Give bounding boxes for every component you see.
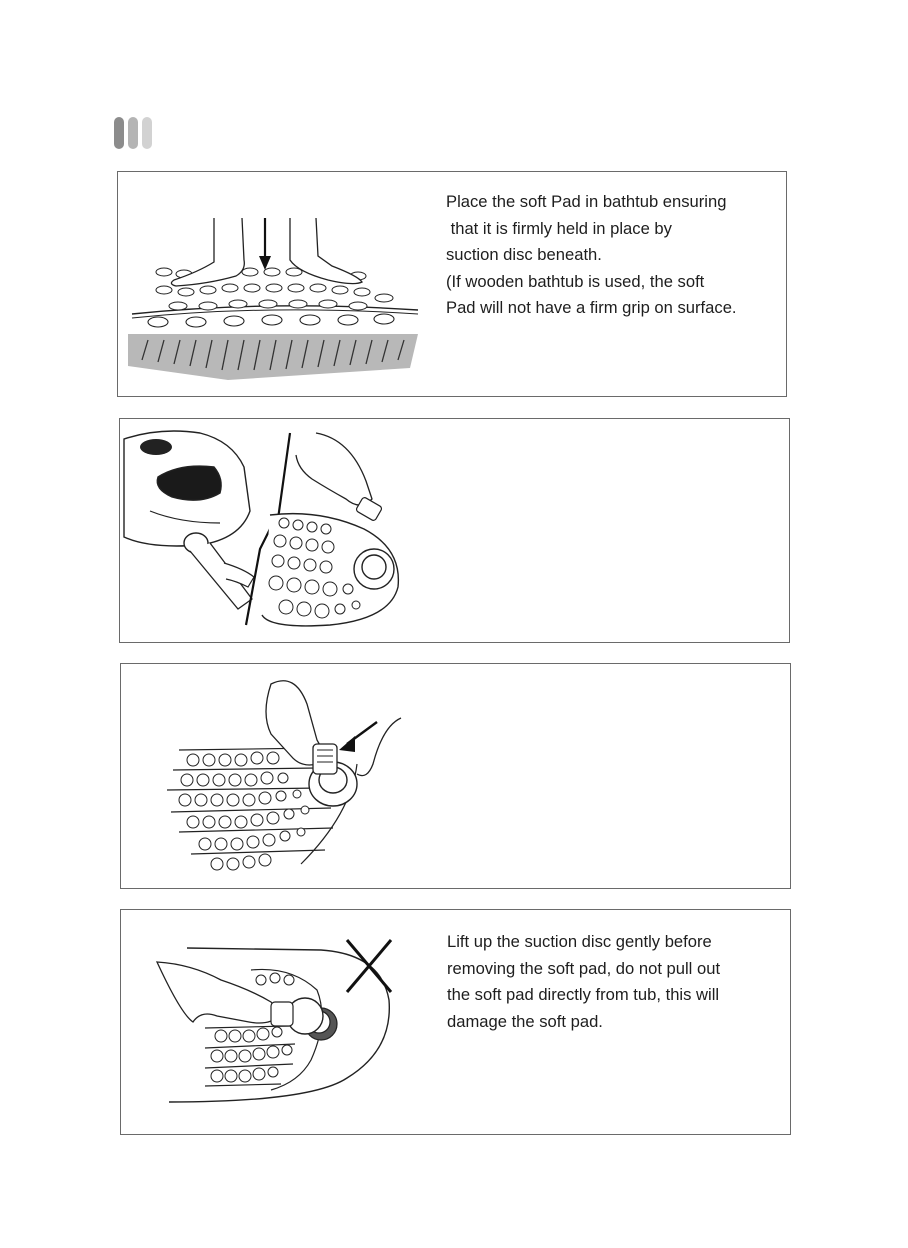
panel-1-line: suction disc beneath. [446, 245, 602, 264]
panel-1-instructions [446, 189, 737, 322]
panel-4-line: the soft pad directly from tub, this will [447, 985, 720, 1004]
panel-1-line: Place the soft Pad in bathtub ensuring [446, 192, 727, 211]
hands-pressing-pad-illustration [118, 172, 428, 396]
instruction-panel-1 [117, 171, 787, 397]
instruction-panel-3 [120, 663, 791, 889]
panel-4-instructions [447, 929, 720, 1035]
panel-4-line: Lift up the suction disc gently before [447, 932, 712, 951]
panel-1-line: Pad will not have a firm grip on surface. [446, 298, 737, 317]
panel-4-line: removing the soft pad, do not pull out [447, 958, 721, 978]
connect-hose-illustration [120, 419, 420, 642]
panel-4-line: damage the soft pad. [447, 1011, 603, 1031]
attach-hose-illustration [121, 664, 421, 888]
instruction-panel-4 [120, 909, 791, 1135]
section-bars-icon [114, 117, 154, 149]
panel-1-line: that it is firmly held in place by [446, 218, 672, 238]
do-not-pull-illustration [121, 910, 441, 1134]
instruction-panel-2 [119, 418, 790, 643]
panel-1-line: (If wooden bathtub is used, the soft [446, 271, 705, 291]
